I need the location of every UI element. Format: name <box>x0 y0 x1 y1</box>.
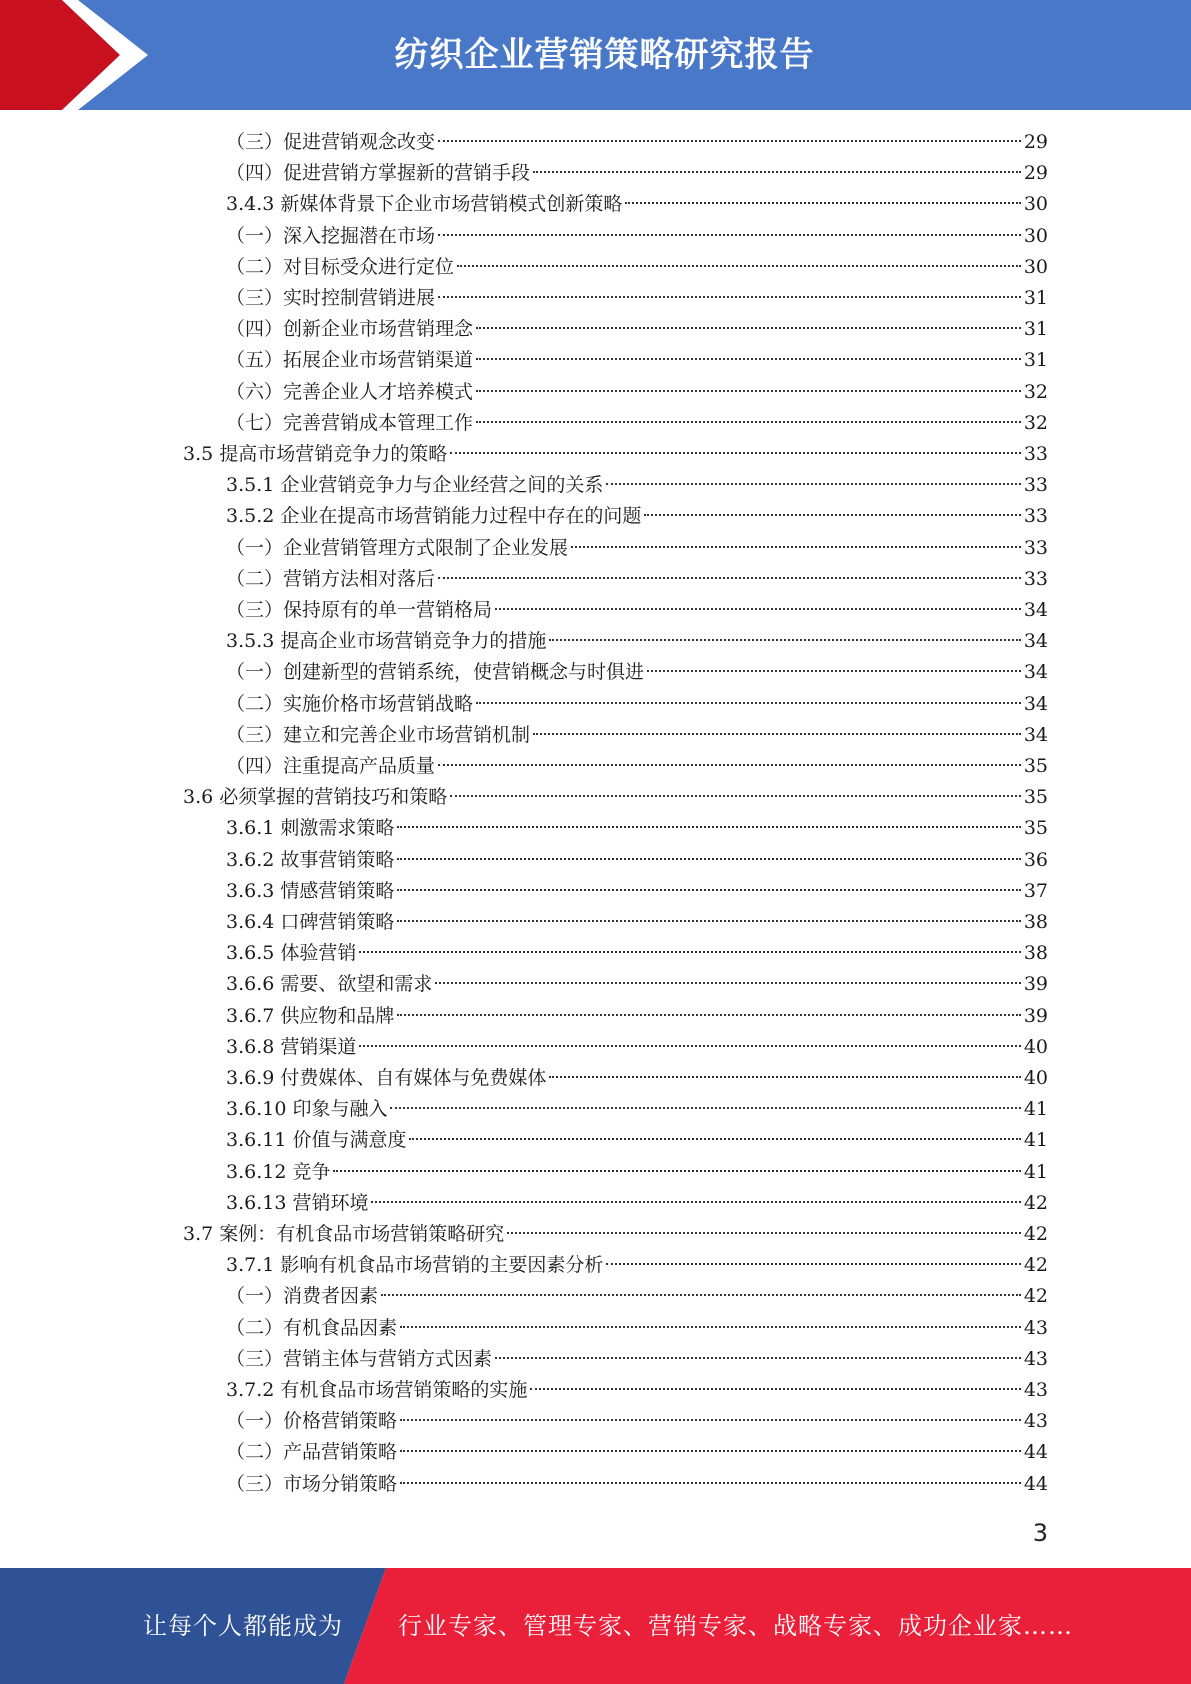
toc-entry-title: （一）消费者因素 <box>226 1285 379 1308</box>
toc-dot-leader <box>400 1419 1021 1421</box>
toc-entry[interactable] <box>226 1157 1048 1188</box>
toc-entry[interactable] <box>226 127 1048 158</box>
toc-entry-page: 33 <box>1023 536 1048 559</box>
toc-entry-page: 42 <box>1023 1191 1048 1214</box>
toc-entry-title: 3.6.6 需要、欲望和需求 <box>226 973 433 996</box>
toc-entry-title: （五）拓展企业市场营销渠道 <box>226 349 474 372</box>
toc-entry-title: 3.6.12 竞争 <box>226 1160 331 1183</box>
toc-dot-leader <box>476 390 1021 392</box>
toc-dot-leader <box>644 514 1020 516</box>
toc-entry-title: （六）完善企业人才培养模式 <box>226 380 474 403</box>
toc-dot-leader <box>606 1263 1020 1265</box>
toc-entry[interactable] <box>226 564 1048 595</box>
toc-dot-leader <box>359 1045 1020 1047</box>
toc-dot-leader <box>647 670 1021 672</box>
toc-entry-title: 3.6.4 口碑营销策略 <box>226 911 395 933</box>
toc-dot-leader <box>397 858 1020 860</box>
toc-entry-title: （七）完善营销成本管理工作 <box>226 411 474 434</box>
toc-entry-page: 32 <box>1023 380 1048 403</box>
toc-entry-title: （二）对目标受众进行定位 <box>226 255 455 278</box>
toc-entry-title: 3.5.3 提高企业市场营销竞争力的措施 <box>226 630 547 653</box>
toc-entry-title: （一）企业营销管理方式限制了企业发展 <box>226 536 569 559</box>
toc-entry[interactable] <box>226 907 1048 938</box>
toc-dot-leader <box>450 795 1021 797</box>
toc-entry[interactable] <box>226 1437 1048 1468</box>
toc-entry-title: 3.6.10 印象与融入 <box>226 1098 388 1121</box>
toc-entry-title: 3.5 提高市场营销竞争力的策略 <box>183 443 448 465</box>
toc-dot-leader <box>397 920 1020 922</box>
page-header <box>0 0 1191 110</box>
toc-dot-leader <box>397 889 1020 891</box>
toc-entry-page: 38 <box>1023 911 1048 933</box>
toc-entry[interactable] <box>226 626 1048 657</box>
toc-entry-page: 31 <box>1023 287 1048 309</box>
toc-entry-page: 43 <box>1023 1410 1048 1433</box>
toc-entry-title: 3.6.7 供应物和品牌 <box>226 1004 395 1027</box>
toc-entry[interactable] <box>226 189 1048 220</box>
toc-entry[interactable] <box>226 876 1048 907</box>
toc-entry[interactable] <box>226 252 1048 283</box>
toc-entry-page: 39 <box>1023 973 1048 996</box>
toc-entry-page: 33 <box>1023 505 1048 528</box>
toc-dot-leader <box>438 296 1021 298</box>
toc-entry[interactable] <box>183 1219 1048 1250</box>
toc-entry[interactable] <box>226 1344 1048 1375</box>
toc-entry-page: 34 <box>1023 599 1048 621</box>
toc-entry[interactable] <box>226 938 1048 969</box>
toc-dot-leader <box>400 1450 1021 1452</box>
toc-entry-title: （三）保持原有的单一营销格局 <box>226 599 493 621</box>
toc-entry-page: 42 <box>1023 1223 1048 1245</box>
toc-entry-page: 30 <box>1023 193 1048 216</box>
toc-dot-leader <box>507 1232 1021 1234</box>
toc-entry-title: 3.6.3 情感营销策略 <box>226 879 395 902</box>
toc-entry-title: 3.6.9 付费媒体、自有媒体与免费媒体 <box>226 1067 547 1089</box>
toc-entry-page: 40 <box>1023 1035 1048 1058</box>
page-number: 3 <box>1032 1519 1048 1547</box>
toc-entry-title: 3.5.1 企业营销竞争力与企业经营之间的关系 <box>226 474 604 497</box>
toc-entry[interactable] <box>226 845 1048 876</box>
toc-entry-title: 3.6.13 营销环境 <box>226 1191 369 1214</box>
toc-entry-page: 39 <box>1023 1004 1048 1027</box>
toc-entry[interactable] <box>226 1001 1048 1032</box>
toc-entry-title: 3.4.3 新媒体背景下企业市场营销模式创新策略 <box>226 193 623 216</box>
toc-entry-page: 44 <box>1023 1472 1048 1495</box>
toc-dot-leader <box>400 1326 1021 1328</box>
toc-entry[interactable] <box>226 283 1048 314</box>
toc-dot-leader <box>371 1201 1020 1203</box>
toc-dot-leader <box>533 171 1021 173</box>
toc-entry[interactable] <box>226 689 1048 720</box>
toc-entry[interactable] <box>226 720 1048 751</box>
toc-entry-title: （一）深入挖掘潜在市场 <box>226 224 436 247</box>
toc-entry[interactable] <box>226 657 1048 688</box>
toc-entry-page: 36 <box>1023 848 1048 871</box>
toc-entry-page: 30 <box>1023 255 1048 278</box>
toc-entry[interactable] <box>226 1406 1048 1437</box>
toc-entry-page: 41 <box>1023 1098 1048 1121</box>
toc-entry[interactable] <box>226 1188 1048 1219</box>
toc-entry-title: 3.6 必须掌握的营销技巧和策略 <box>183 786 448 809</box>
toc-entry-title: 3.6.1 刺激需求策略 <box>226 817 395 840</box>
toc-dot-leader <box>397 826 1020 828</box>
toc-entry-page: 30 <box>1023 224 1048 247</box>
toc-entry-title: （四）创新企业市场营销理念 <box>226 318 474 341</box>
toc-dot-leader <box>435 982 1020 984</box>
toc-entry-page: 41 <box>1023 1129 1048 1152</box>
toc-dot-leader <box>438 764 1021 766</box>
toc-entry-title: （三）促进营销观念改变 <box>226 131 436 153</box>
toc-dot-leader <box>495 608 1021 610</box>
toc-entry-title: （二）实施价格市场营销战略 <box>226 692 474 715</box>
toc-entry[interactable] <box>226 533 1048 564</box>
toc-entry-page: 42 <box>1023 1285 1048 1308</box>
toc-entry-title: （三）营销主体与营销方式因素 <box>226 1347 493 1370</box>
toc-dot-leader <box>549 1076 1020 1078</box>
toc-dot-leader <box>533 733 1021 735</box>
toc-entry[interactable] <box>226 1125 1048 1156</box>
document-title: 纺织企业营销策略研究报告 <box>394 35 815 75</box>
toc-entry-title: 3.6.11 价值与满意度 <box>226 1129 407 1152</box>
toc-dot-leader <box>438 577 1021 579</box>
toc-entry-title: （二）产品营销策略 <box>226 1441 398 1464</box>
toc-entry[interactable] <box>226 813 1048 844</box>
toc-entry-title: 3.6.8 营销渠道 <box>226 1035 357 1058</box>
toc-entry-title: （三）建立和完善企业市场营销机制 <box>226 723 531 746</box>
toc-dot-leader <box>333 1170 1020 1172</box>
toc-entry[interactable] <box>226 1063 1048 1094</box>
toc-entry-page: 43 <box>1023 1347 1048 1370</box>
toc-entry[interactable] <box>226 1313 1048 1344</box>
toc-entry[interactable] <box>226 1281 1048 1312</box>
footer-slogan-left: 让每个人都能成为 <box>143 1612 343 1640</box>
toc-entry[interactable] <box>226 377 1048 408</box>
toc-entry[interactable] <box>226 314 1048 345</box>
toc-dot-leader <box>457 265 1021 267</box>
toc-entry-page: 33 <box>1023 567 1048 590</box>
toc-dot-leader <box>438 140 1021 142</box>
toc-entry-title: （四）促进营销方掌握新的营销手段 <box>226 162 531 185</box>
toc-dot-leader <box>359 951 1020 953</box>
toc-entry-page: 34 <box>1023 661 1048 684</box>
toc-entry-title: （三）实时控制营销进展 <box>226 287 436 309</box>
toc-entry-title: （一）价格营销策略 <box>226 1410 398 1433</box>
toc-entry[interactable] <box>226 408 1048 439</box>
toc-entry-title: （二）营销方法相对落后 <box>226 567 436 590</box>
toc-entry-title: （三）市场分销策略 <box>226 1472 398 1495</box>
toc-dot-leader <box>390 1107 1020 1109</box>
toc-entry-page: 33 <box>1023 474 1048 497</box>
toc-entry[interactable] <box>226 1094 1048 1125</box>
toc-entry[interactable] <box>226 470 1048 501</box>
toc-entry[interactable] <box>226 1469 1048 1500</box>
toc-entry-page: 41 <box>1023 1160 1048 1183</box>
toc-entry-title: 3.7.1 影响有机食品市场营销的主要因素分析 <box>226 1254 604 1277</box>
toc-dot-leader <box>409 1138 1020 1140</box>
toc-dot-leader <box>606 483 1020 485</box>
toc-dot-leader <box>476 327 1021 329</box>
toc-entry-page: 29 <box>1023 131 1048 153</box>
toc-entry-title: 3.7.2 有机食品市场营销策略的实施 <box>226 1379 528 1401</box>
toc-entry[interactable] <box>226 221 1048 252</box>
toc-entry[interactable] <box>226 501 1048 532</box>
page-footer <box>0 1568 1191 1684</box>
toc-entry[interactable] <box>226 158 1048 189</box>
toc-entry[interactable] <box>226 969 1048 1000</box>
toc-entry-page: 38 <box>1023 942 1048 965</box>
toc-entry-page: 42 <box>1023 1254 1048 1277</box>
toc-entry-page: 34 <box>1023 723 1048 746</box>
toc-dot-leader <box>397 1014 1020 1016</box>
footer-slogan-right: 行业专家、管理专家、营销专家、战略专家、成功企业家…… <box>398 1612 1073 1640</box>
toc-dot-leader <box>450 452 1021 454</box>
toc-entry-page: 37 <box>1023 879 1048 902</box>
toc-entry-page: 34 <box>1023 630 1048 653</box>
toc-entry-page: 43 <box>1023 1316 1048 1339</box>
toc-entry-page: 43 <box>1023 1379 1048 1401</box>
toc-entry-title: （二）有机食品因素 <box>226 1316 398 1339</box>
toc-dot-leader <box>530 1388 1020 1390</box>
toc-entry[interactable] <box>226 751 1048 782</box>
toc-entry-title: （一）创建新型的营销系统，使营销概念与时俱进 <box>226 661 645 684</box>
toc-dot-leader <box>495 1357 1021 1359</box>
toc-entry-page: 44 <box>1023 1441 1048 1464</box>
toc-dot-leader <box>549 639 1020 641</box>
toc-dot-leader <box>438 234 1021 236</box>
toc-entry[interactable] <box>226 1032 1048 1063</box>
toc-entry[interactable] <box>226 595 1048 626</box>
toc-entry[interactable] <box>183 782 1048 813</box>
toc-entry[interactable] <box>226 1375 1048 1406</box>
toc-entry[interactable] <box>226 1250 1048 1281</box>
toc-entry-page: 40 <box>1023 1067 1048 1089</box>
toc-entry[interactable] <box>183 439 1048 470</box>
toc-entry-title: 3.7 案例：有机食品市场营销策略研究 <box>183 1223 505 1245</box>
toc-dot-leader <box>400 1482 1021 1484</box>
toc-dot-leader <box>476 702 1021 704</box>
toc-dot-leader <box>476 358 1021 360</box>
toc-entry[interactable] <box>226 345 1048 376</box>
toc-dot-leader <box>381 1294 1021 1296</box>
toc-entry-page: 31 <box>1023 318 1048 341</box>
toc-dot-leader <box>625 202 1020 204</box>
toc-entry-page: 29 <box>1023 162 1048 185</box>
toc-entry-page: 34 <box>1023 692 1048 715</box>
toc-dot-leader <box>571 546 1021 548</box>
toc-entry-page: 35 <box>1023 786 1048 809</box>
toc-entry-page: 35 <box>1023 755 1048 777</box>
toc-entry-title: （四）注重提高产品质量 <box>226 755 436 777</box>
toc-entry-page: 31 <box>1023 349 1048 372</box>
toc-entry-page: 32 <box>1023 411 1048 434</box>
toc-entry-title: 3.5.2 企业在提高市场营销能力过程中存在的问题 <box>226 505 642 528</box>
toc-entry-page: 35 <box>1023 817 1048 840</box>
toc-dot-leader <box>476 421 1021 423</box>
toc-entry-title: 3.6.2 故事营销策略 <box>226 848 395 871</box>
toc-entry-page: 33 <box>1023 443 1048 465</box>
toc-entry-title: 3.6.5 体验营销 <box>226 942 357 965</box>
